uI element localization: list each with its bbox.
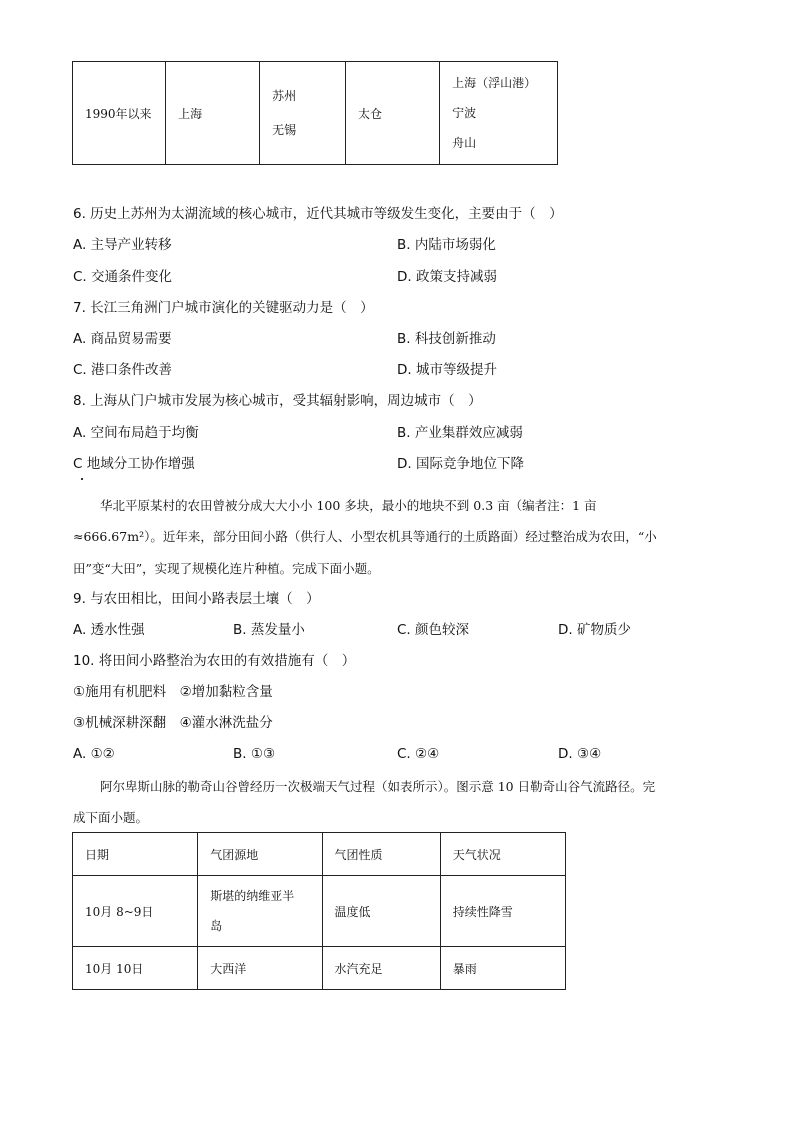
q8-option-c: C 地域分工协作增强 (73, 456, 195, 472)
table-cell (345, 62, 439, 165)
table-cell: 温度低 (322, 876, 440, 947)
table-cell: 10月 8~9日 (73, 876, 198, 947)
q9-option-a: A. 透水性强 (73, 622, 145, 638)
q10-option-c: C. ②④ (397, 746, 440, 762)
q6-option-a: A. 主导产业转移 (73, 237, 172, 253)
cell-text: 斯堪的纳维亚半 (210, 889, 295, 903)
q8-option-b: B. 产业集群效应减弱 (397, 425, 523, 441)
q6-option-b: B. 内陆市场弱化 (397, 237, 496, 253)
table-header-cell: 天气状况 (440, 833, 565, 876)
cell-text: 太仓 (357, 106, 382, 121)
table-row (73, 876, 566, 947)
table-cell: 持续性降雪 (440, 876, 565, 947)
cell-text: 无锡 (272, 123, 297, 137)
table-cell: 10月 10日 (73, 947, 198, 990)
q7-option-b: B. 科技创新推动 (397, 331, 496, 347)
passage-line: 阿尔卑斯山脉的勒奇山谷曾经历一次极端天气过程（如表所示）。图示意 10 日勒奇山谷气流路径。完 (100, 779, 656, 794)
q8-option-d: D. 国际竞争地位下降 (397, 456, 524, 472)
table-row (73, 62, 558, 165)
cell-text: 苏州 (272, 89, 297, 103)
q9-option-d: D. 矿物质少 (558, 622, 631, 638)
q10-choices-2: ③机械深耕深翻 ④灌水淋洗盐分 (73, 715, 273, 731)
q7-option-c: C. 港口条件改善 (73, 362, 173, 378)
city-evolution-table (72, 61, 558, 165)
table-cell (73, 62, 166, 165)
q9-option-b: B. 蒸发量小 (233, 622, 305, 638)
question-6-stem: 6. 历史上苏州为太湖流域的核心城市，近代其城市等级发生变化，主要由于（ ） (73, 206, 563, 222)
table-cell: 水汽充足 (322, 947, 440, 990)
cell-text: 上海 (178, 106, 203, 121)
q7-option-d: D. 城市等级提升 (397, 362, 497, 378)
table-cell: 大西洋 (198, 947, 322, 990)
cell-text: 上海（浮山港） (452, 76, 537, 90)
q10-option-a: A. ①② (73, 746, 115, 762)
table-cell (440, 62, 558, 165)
cell-text: 宁波 (452, 106, 477, 120)
q6-option-c: C. 交通条件变化 (73, 269, 173, 285)
table-header-cell: 气团性质 (322, 833, 440, 876)
q8-option-a: A. 空间布局趋于均衡 (73, 425, 199, 441)
question-10-stem: 10. 将田间小路整治为农田的有效措施有（ ） (73, 653, 356, 669)
table-header-cell: 日期 (73, 833, 198, 876)
table-header-row (73, 833, 566, 876)
q10-choices-1: ①施用有机肥料 ②增加黏粒含量 (73, 684, 273, 700)
stray-mark (81, 478, 83, 480)
question-9-stem: 9. 与农田相比，田间小路表层土壤（ ） (73, 591, 320, 607)
q10-option-d: D. ③④ (558, 746, 602, 762)
table-cell (166, 62, 260, 165)
passage-line: 田”变“大田”，实现了规模化连片种植。完成下面小题。 (73, 561, 380, 576)
q7-option-a: A. 商品贸易需要 (73, 331, 172, 347)
q9-option-c: C. 颜色较深 (397, 622, 470, 638)
table-cell: 暴雨 (440, 947, 565, 990)
question-8-stem: 8. 上海从门户城市发展为核心城市，受其辐射影响，周边城市（ ） (73, 393, 482, 409)
table-row (73, 947, 566, 990)
q10-option-b: B. ①③ (233, 746, 276, 762)
cell-text: 1990年以来 (85, 106, 152, 121)
cell-text: 舟山 (452, 136, 477, 150)
passage-line: 华北平原某村的农田曾被分成大大小小 100 多块，最小的地块不到 0.3 亩（编者注：1 亩 (100, 498, 597, 513)
passage-line: 成下面小题。 (73, 810, 149, 825)
q6-option-d: D. 政策支持减弱 (397, 269, 497, 285)
table-cell (260, 62, 346, 165)
question-7-stem: 7. 长江三角洲门户城市演化的关键驱动力是（ ） (73, 300, 374, 316)
table-cell (198, 876, 322, 947)
passage-line: ≈666.67m²）。近年来，部分田间小路（供行人、小型农机具等通行的土质路面）经过整治成为农田，“小 (73, 529, 657, 544)
weather-table (72, 832, 566, 990)
cell-text: 岛 (210, 919, 223, 933)
table-header-cell: 气团源地 (198, 833, 322, 876)
